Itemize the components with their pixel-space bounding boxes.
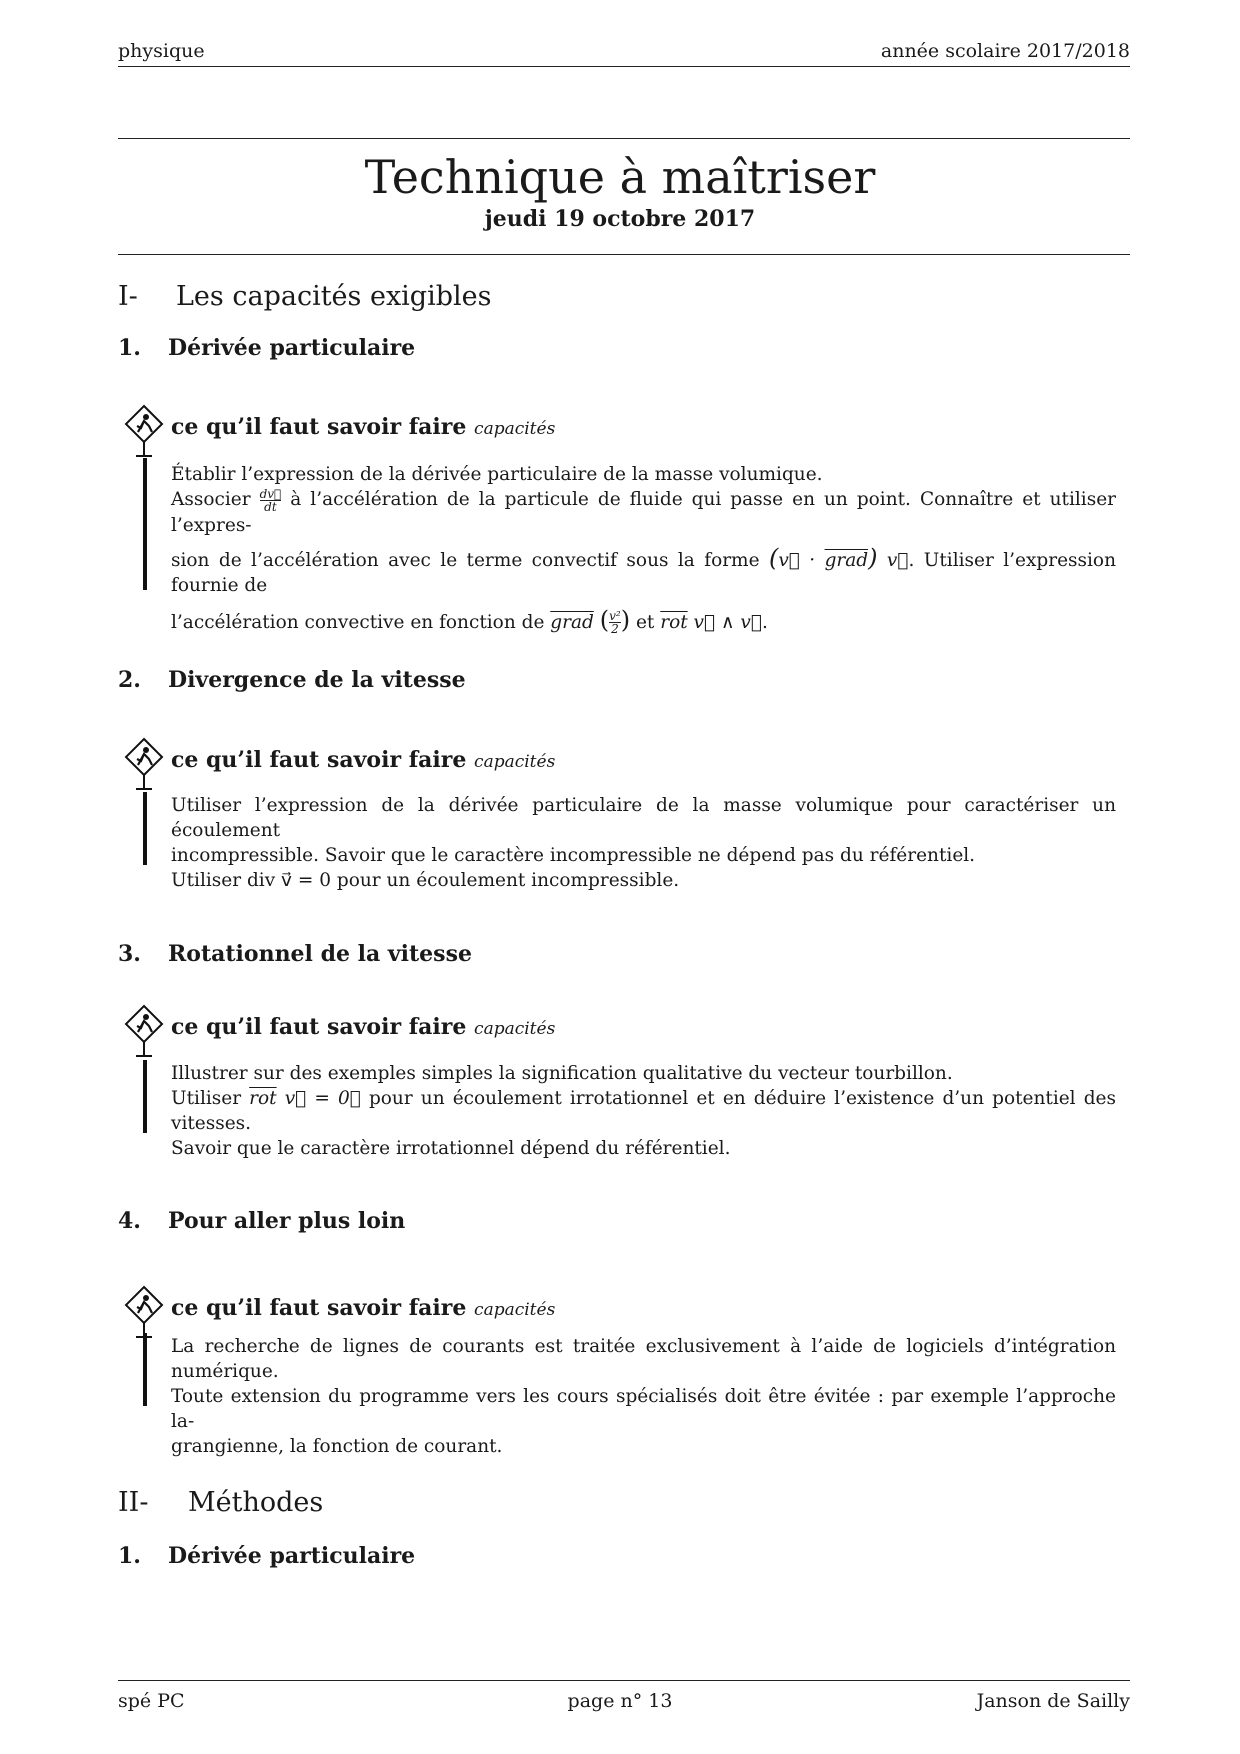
title-top-rule (118, 138, 1130, 139)
construction-sign-icon (124, 1004, 164, 1060)
box-2-body (171, 793, 1116, 893)
box-1-line-4: l’accélération convective en fonction de grad ( $\frac{\text{v²}}{2}$ ) et $\overline{rot}$ v⃗ ∧ v⃗. (171, 605, 768, 636)
section-1-heading (118, 281, 491, 312)
subsection-5-title: Dérivée particulaire (168, 1543, 416, 1569)
subsection-2-heading (118, 667, 466, 693)
header-rule (118, 66, 1130, 67)
subsection-5-heading (118, 1543, 415, 1569)
box-4-label: ce qu’il faut savoir faire (171, 1295, 467, 1321)
section-1-title: Les capacités exigibles (176, 281, 492, 312)
footer-page-number: page n° 13 (567, 1690, 673, 1712)
subsection-2-title: Divergence de la vitesse (168, 667, 466, 693)
dv-dt-fraction: $\frac{dv⃗}{dt}$ (259, 486, 282, 514)
title-bottom-rule (118, 254, 1130, 255)
box-1-heading (171, 414, 555, 440)
box-3-sublabel: capacités (474, 1019, 556, 1039)
box-1-line-1: Établir l’expression de la dérivée particulaire de la masse volumique. (171, 464, 823, 485)
subsection-3-title: Rotationnel de la vitesse (168, 941, 472, 967)
subsection-4-number: 4. (118, 1208, 141, 1234)
box-1-line-2-text: à l’accélération de la particule de fluide qui passe en un point. Connaître et utiliser l’expres- (171, 489, 1117, 536)
construction-sign-icon (124, 737, 164, 793)
section-2-heading (118, 1487, 323, 1518)
box-3-bar (143, 1060, 147, 1133)
section-2-title: Méthodes (188, 1487, 324, 1518)
page-title: Technique à maîtriser (364, 150, 876, 204)
v-dot-grad: v⃗ · grad (778, 549, 869, 571)
box-1-associer: Associer (171, 489, 251, 510)
box-2-sublabel: capacités (474, 752, 556, 772)
box-3-heading (171, 1014, 555, 1040)
box-2-line-2: incompressible. Savoir que le caractère incompressible ne dépend pas du référentiel. (171, 845, 976, 866)
subsection-1-number: 1. (118, 335, 141, 361)
box-1-label: ce qu’il faut savoir faire (171, 414, 467, 440)
rot-v-equals-zero: $\overline{rot}$ v⃗ = 0⃗ (249, 1088, 361, 1109)
header-subject: physique (118, 40, 205, 62)
section-1-number: I- (118, 281, 138, 312)
subsection-2-number: 2. (118, 667, 141, 693)
box-1-line-3: sion de l’accélération avec le terme convectif sous la forme (v⃗ · grad) v⃗. Utiliser l’expression fournie de (171, 543, 1116, 596)
construction-sign-icon (124, 404, 164, 460)
box-4-line-2: Toute extension du programme vers les cours spécialisés doit être évitée : par exemple l’approche la- (171, 1386, 1116, 1432)
box-3-line-2 (171, 1086, 1116, 1136)
box-3-line-1: Illustrer sur des exemples simples la signification qualitative du vecteur tourbillon. (171, 1063, 953, 1084)
box-1-line-3-text: sion de l’accélération avec le terme convectif sous la forme (171, 549, 760, 571)
box-2-line-1: Utiliser l’expression de la dérivée particulaire de la masse volumique pour caractériser un écoulement (171, 795, 1116, 841)
box-4-bar (143, 1333, 147, 1406)
subsection-5-number: 1. (118, 1543, 141, 1569)
box-1-body (171, 462, 1116, 635)
box-1-line-3-tail: . Utiliser l’expression fournie de (171, 549, 1116, 596)
v-vector: v⃗ (886, 549, 909, 571)
box-4-line-1: La recherche de lignes de courants est traitée exclusivement à l’aide de logiciels d’intégration numérique. (171, 1336, 1116, 1382)
box-1-bar (143, 458, 147, 590)
subsection-3-number: 3. (118, 941, 141, 967)
subsection-4-heading (118, 1208, 405, 1234)
box-3-body (171, 1061, 1116, 1161)
box-1-line-2 (171, 487, 1116, 538)
grad-v2-over-2: grad ( $\frac{\text{v²}}{2}$ ) (550, 605, 631, 636)
box-3-line-3: Savoir que le caractère irrotationnel dépend du référentiel. (171, 1138, 731, 1159)
subsection-1-heading (118, 335, 415, 361)
box-4-line-3: grangienne, la fonction de courant. (171, 1436, 503, 1457)
box-2-label: ce qu’il faut savoir faire (171, 747, 467, 773)
box-4-body (171, 1334, 1116, 1459)
footer-school: Janson de Sailly (976, 1690, 1130, 1712)
box-2-line-3: Utiliser div v⃗ = 0 pour un écoulement incompressible. (171, 870, 680, 891)
box-3-utiliser: Utiliser (171, 1088, 242, 1109)
rot-v-cross-v: $\overline{rot}$ v⃗ ∧ v⃗ (660, 611, 762, 633)
box-3-label: ce qu’il faut savoir faire (171, 1014, 467, 1040)
box-1-sublabel: capacités (474, 419, 556, 439)
box-3-line-2-text: pour un écoulement irrotationnel et en déduire l’existence d’un potentiel des vitesses. (171, 1088, 1116, 1134)
section-2-number: II- (118, 1487, 149, 1518)
box-1-line-4-text: l’accélération convective en fonction de (171, 611, 545, 633)
page-date: jeudi 19 octobre 2017 (484, 206, 756, 232)
box-4-sublabel: capacités (474, 1300, 556, 1320)
box-2-bar (143, 792, 147, 865)
header-year: année scolaire 2017/2018 (880, 40, 1130, 62)
subsection-3-heading (118, 941, 472, 967)
footer-class: spé PC (118, 1690, 185, 1712)
box-2-heading (171, 747, 555, 773)
box-4-heading (171, 1295, 555, 1321)
convective-operator: ( (768, 543, 779, 572)
subsection-4-title: Pour aller plus loin (168, 1208, 406, 1234)
footer-rule (118, 1680, 1130, 1681)
subsection-1-title: Dérivée particulaire (168, 335, 416, 361)
